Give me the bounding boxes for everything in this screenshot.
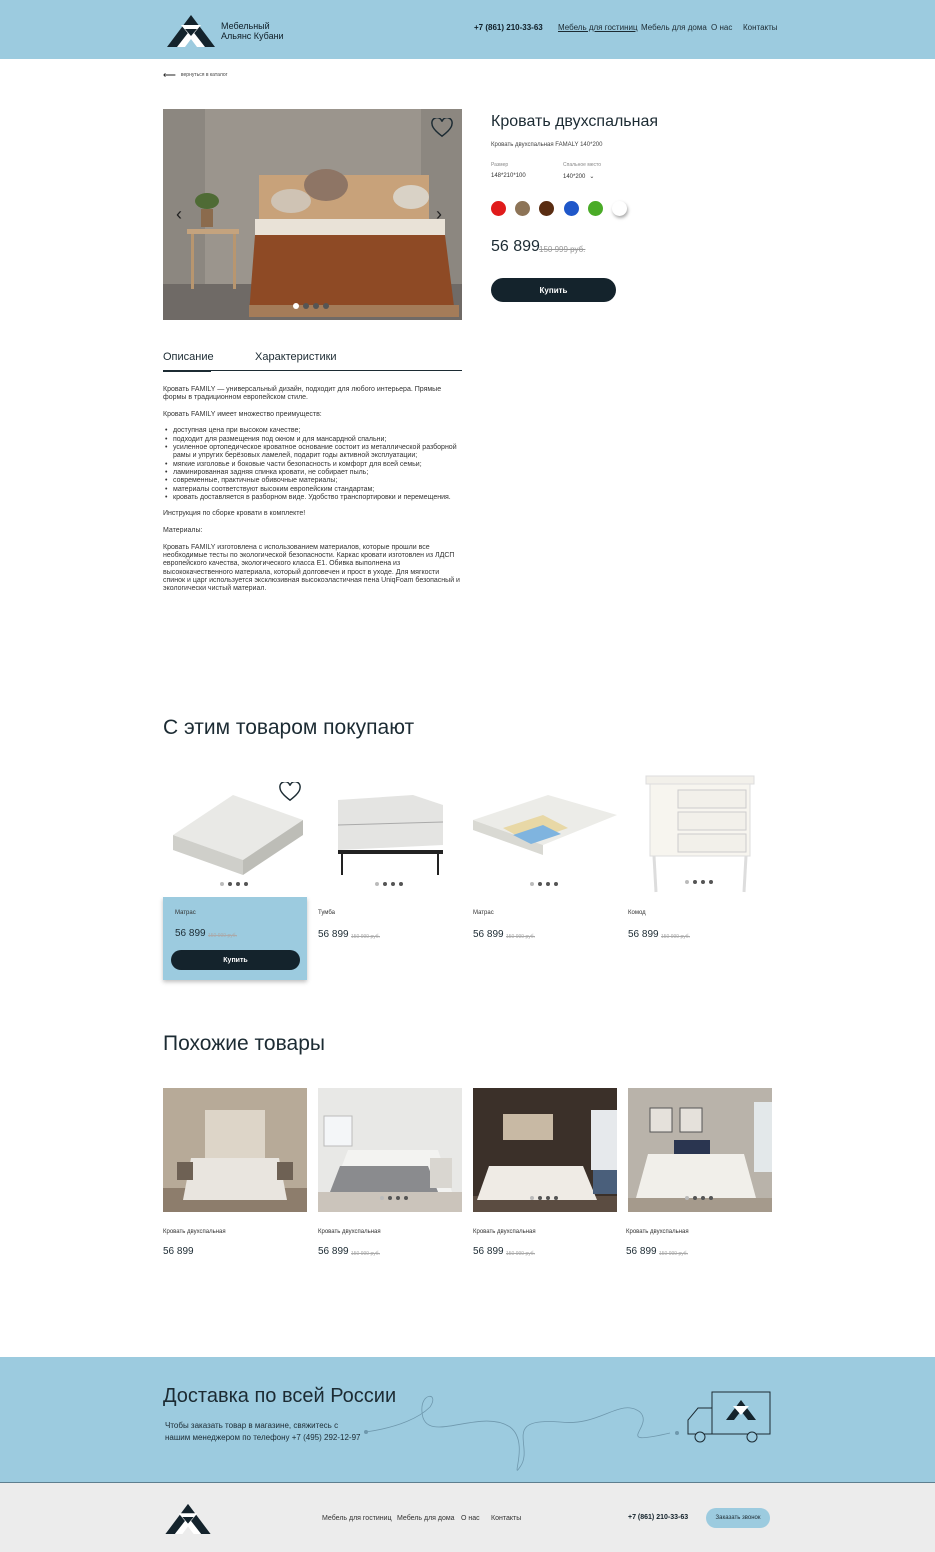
product-title: Кровать двухспальная: [491, 113, 659, 130]
logo-line-1: Мебельный: [221, 21, 270, 31]
card-name: Кровать двухспальная: [473, 1229, 536, 1235]
gallery-dot[interactable]: [293, 303, 299, 309]
card-dot[interactable]: [380, 1196, 384, 1200]
card-dot[interactable]: [375, 882, 379, 886]
product-old-price: 150 999 руб.: [539, 245, 586, 254]
bed-size-value: 140*200: [563, 173, 586, 180]
logo-line-2: Альянс Кубани: [221, 31, 284, 41]
color-swatch[interactable]: [612, 201, 627, 216]
footer-phone[interactable]: +7 (861) 210-33-63: [628, 1514, 689, 1521]
related-card[interactable]: [318, 780, 462, 950]
related-card[interactable]: [163, 780, 307, 980]
back-to-catalog-link[interactable]: [163, 72, 227, 78]
size-value: 148*210*100: [491, 173, 526, 179]
list-item: • кровать доставляется в разборном виде. Удобство транспортировки и перемещения.: [173, 494, 462, 502]
tab-description[interactable]: Описание: [163, 351, 214, 363]
color-swatch[interactable]: [588, 201, 603, 216]
product-price: 56 899: [491, 238, 540, 255]
gallery-prev-arrow[interactable]: ‹: [176, 204, 182, 224]
delivery-banner: [0, 1357, 935, 1482]
card-price: 56 899: [473, 929, 504, 940]
product-subtitle: Кровать двухспальная FAMALY 140*200: [491, 142, 603, 148]
gallery-dot[interactable]: [303, 303, 309, 309]
card-old-price: 150 999 руб.: [661, 934, 690, 940]
header-phone[interactable]: +7 (861) 210-33-63: [474, 23, 543, 32]
product-tabs: [163, 351, 462, 371]
color-swatch[interactable]: [564, 201, 579, 216]
card-old-price: 150 999 руб.: [506, 934, 535, 940]
request-call-button[interactable]: Заказать звонок: [706, 1508, 770, 1528]
delivery-text: Чтобы заказать товар в магазине, свяжитесь с нашим менеджером по телефону +7 (495) 292-12-97: [165, 1421, 361, 1442]
card-dot[interactable]: [554, 1196, 558, 1200]
active-tab-indicator: [163, 370, 211, 372]
card-name: Матрас: [473, 910, 494, 916]
card-dots: [530, 882, 558, 886]
card-price: 56 899: [473, 1246, 504, 1257]
list-item: • мягкие изголовье и боковые части безопасность и комфорт для всей семьи;: [173, 461, 462, 469]
nav-about[interactable]: О нас: [711, 23, 733, 32]
card-dot[interactable]: [538, 882, 542, 886]
bed-size-select[interactable]: [563, 173, 594, 180]
product-thumbnail: [163, 1088, 307, 1212]
card-dot[interactable]: [383, 882, 387, 886]
card-dot[interactable]: [546, 1196, 550, 1200]
card-buy-button[interactable]: Купить: [171, 950, 300, 970]
card-dot[interactable]: [685, 1196, 689, 1200]
similar-section-title: Похожие товары: [163, 1032, 325, 1055]
card-price: 56 899: [628, 929, 659, 940]
card-price: 56 899: [626, 1246, 657, 1257]
card-dots: [375, 882, 403, 886]
card-old-price: 150 999 руб.: [351, 934, 380, 940]
buy-button[interactable]: Купить: [491, 278, 616, 302]
card-dot[interactable]: [530, 1196, 534, 1200]
card-dot[interactable]: [236, 882, 240, 886]
chevron-down-icon: ⌄: [589, 174, 595, 180]
favorite-heart-icon[interactable]: [431, 118, 453, 138]
card-name: Комод: [628, 910, 646, 916]
color-swatch[interactable]: [539, 201, 554, 216]
card-dots: [530, 1196, 558, 1200]
nav-home-furniture[interactable]: Мебель для дома: [641, 23, 707, 32]
card-price: 56 899: [163, 1246, 194, 1257]
tab-specifications[interactable]: Характеристики: [255, 351, 337, 363]
gallery-dots: [293, 303, 329, 309]
card-old-price: 150 999 руб.: [208, 933, 237, 939]
delivery-title: Доставка по всей России: [163, 1385, 397, 1407]
description-paragraph: Кровать FAMILY изготовлена с использованием материалов, которые прошли все необходимые тесты по экологической безопасности. Каркас кровати изготовлен из ЛДСП европейского качества, экологического класса Е1. Обивка выполнена из высококачественного материала, который долговечен и прост в уходе. Для мягкости спинок и царг используется эксклюзивная высокоэластичная пена UniqFoam безопасный и экологически чистый материал.: [163, 543, 460, 593]
card-dots: [685, 880, 713, 884]
card-dot[interactable]: [244, 882, 248, 886]
list-item: • ламинированная задняя спинка кровати, не собирает пыль;: [173, 469, 462, 477]
card-dot[interactable]: [396, 1196, 400, 1200]
delivery-route-line: [360, 1387, 700, 1482]
description-paragraph: Материалы:: [163, 527, 203, 535]
card-dot[interactable]: [546, 882, 550, 886]
card-dot[interactable]: [709, 880, 713, 884]
related-card[interactable]: [628, 770, 772, 950]
card-price: 56 899: [318, 929, 349, 940]
bed-size-label: Спальное место: [563, 162, 602, 168]
gallery-next-arrow[interactable]: ›: [436, 204, 442, 224]
footer-nav-contacts[interactable]: Контакты: [491, 1515, 522, 1522]
site-footer: [0, 1482, 935, 1552]
card-dot[interactable]: [404, 1196, 408, 1200]
card-dot[interactable]: [220, 882, 224, 886]
truck-icon: [684, 1390, 772, 1446]
card-dot[interactable]: [538, 1196, 542, 1200]
card-name: Кровать двухспальная: [163, 1229, 226, 1235]
back-link-label: вернуться в каталог: [180, 72, 228, 78]
similar-card[interactable]: [163, 1088, 307, 1264]
color-swatch[interactable]: [491, 201, 506, 216]
card-dots: [685, 1196, 713, 1200]
site-header: [0, 0, 935, 59]
card-price: 56 899: [318, 1246, 349, 1257]
product-thumbnail: [628, 770, 772, 897]
product-thumbnail: [473, 780, 617, 897]
product-thumbnail: [318, 780, 462, 897]
card-dot[interactable]: [228, 882, 232, 886]
card-dot[interactable]: [685, 880, 689, 884]
gallery-dot[interactable]: [323, 303, 329, 309]
footer-nav-hotel-furniture[interactable]: Мебель для гостиниц: [322, 1515, 392, 1522]
list-item: • современные, практичные обивочные материалы;: [173, 477, 462, 485]
card-dot[interactable]: [391, 882, 395, 886]
related-section-title: С этим товаром покупают: [163, 716, 415, 739]
card-old-price: 150 999 руб.: [506, 1251, 535, 1257]
card-dots: [380, 1196, 408, 1200]
card-name: Кровать двухспальная: [626, 1229, 689, 1235]
card-name: Тумба: [318, 910, 335, 916]
logo-icon[interactable]: [167, 13, 215, 47]
product-thumbnail: [318, 1088, 462, 1212]
product-gallery[interactable]: [163, 109, 462, 320]
similar-card[interactable]: [318, 1088, 462, 1264]
advantages-list: [173, 427, 462, 502]
card-old-price: 150 999 руб.: [351, 1251, 380, 1257]
card-dots: [220, 882, 248, 886]
favorite-heart-icon[interactable]: [279, 782, 301, 802]
card-name: Матрас: [175, 910, 196, 916]
arrow-left-icon: ⟵: [163, 70, 176, 80]
description-paragraph: Кровать FAMILY — универсальный дизайн, подходит для любого интерьера. Прямые формы в традиционном европейском стиле.: [163, 386, 442, 402]
card-dot[interactable]: [388, 1196, 392, 1200]
similar-card[interactable]: [628, 1088, 772, 1264]
list-item: • доступная цена при высоком качестве;: [173, 427, 462, 435]
footer-nav-home-furniture[interactable]: Мебель для дома: [397, 1515, 455, 1522]
card-dot[interactable]: [709, 1196, 713, 1200]
card-price: 56 899: [175, 928, 206, 939]
card-dot[interactable]: [530, 882, 534, 886]
card-dot[interactable]: [399, 882, 403, 886]
card-old-price: 150 999 руб.: [659, 1251, 688, 1257]
list-item: • подходит для размещения под окном и для мансардной спальни;: [173, 436, 462, 444]
gallery-dot[interactable]: [313, 303, 319, 309]
similar-card[interactable]: [473, 1088, 617, 1264]
nav-contacts[interactable]: Контакты: [743, 23, 778, 32]
size-label: Размер: [491, 162, 509, 168]
card-name: Кровать двухспальная: [318, 1229, 381, 1235]
footer-logo-icon[interactable]: [164, 1502, 212, 1534]
color-swatch[interactable]: [515, 201, 530, 216]
card-dot[interactable]: [701, 880, 705, 884]
product-image: [163, 109, 462, 320]
card-dot[interactable]: [693, 880, 697, 884]
nav-hotel-furniture[interactable]: Мебель для гостиниц: [558, 23, 638, 32]
product-description: [163, 386, 462, 602]
card-dot[interactable]: [693, 1196, 697, 1200]
description-paragraph: Кровать FAMILY имеет множество преимуществ:: [163, 410, 322, 418]
card-dot[interactable]: [554, 882, 558, 886]
card-dot[interactable]: [701, 1196, 705, 1200]
description-paragraph: Инструкция по сборке кровати в комплекте!: [163, 510, 306, 518]
related-card[interactable]: [473, 780, 617, 950]
product-thumbnail: [628, 1088, 772, 1212]
footer-nav-about[interactable]: О нас: [461, 1515, 480, 1522]
product-thumbnail: [473, 1088, 617, 1212]
logo-text: [221, 21, 291, 41]
list-item: • материалы соответствуют высоким европейским стандартам;: [173, 486, 462, 494]
list-item: • усиленное ортопедическое кроватное основание состоит из металлической разборной рамы и упругих берёзовых ламелей, подарит годы активной эксплуатации;: [173, 444, 462, 461]
